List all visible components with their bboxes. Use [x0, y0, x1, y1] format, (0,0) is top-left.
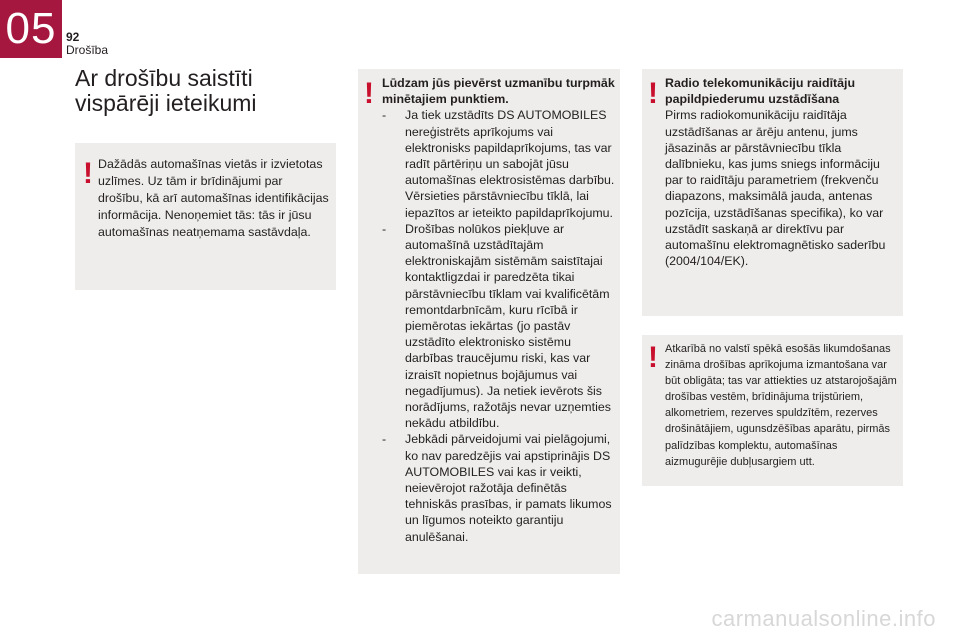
radio-heading: Radio telekomunikāciju raidītāju papildpiederumu uzstādīšana [665, 76, 856, 107]
attention-list [382, 107, 617, 544]
chapter-badge: 05 [0, 0, 62, 58]
list-item [382, 221, 617, 432]
page-title-line-1: Ar drošību saistīti [75, 65, 253, 91]
info-box-attention [358, 69, 620, 574]
warning-icon: ! [648, 77, 658, 110]
list-item-text: Jebkādi pārveidojumi vai pielāgojumi, ko nav paredzējis vai apstiprinājis DS AUTOMOBILES vai kas ir veikti, neievērojot ražotāja definētās tehniskās prasības, ir pamats likumos un līgumos noteikto garantiju anulēšanai. [405, 432, 612, 544]
warning-icon: ! [364, 77, 374, 110]
attention-heading: Lūdzam jūs pievērst uzmanību turpmāk minētajiem punktiem. [382, 76, 615, 107]
legislation-text: Atkarībā no valstī spēkā esošās likumdošanas zināma drošības aprīkojuma izmantošana var būt obligāta; tas var attiekties uz atstarojošajām drošības vestēm, brīdinājuma trijstūriem, alkometriem, rezerves spuldzītēm, rezerves drošinātājiem, ugunsdzēšības aparātu, pirmās palīdzības komplektu, automašīnas aizmugurējie dubļusargiem utt. [665, 343, 897, 468]
page-title [75, 66, 335, 116]
list-item-text: Drošības nolūkos piekļuve ar automašīnā uzstādītajām elektroniskajām sistēmām saistītajai kontaktligzdai ir paredzēta tikai pārstāvniecību tīklam vai kvalificētām remontdarbnīcām, kuru rīcībā ir piemērotas iekārtas (jo pastāv uzstādīto elektronisko sistēmu darbības traucējumu riski, kas var izraisīt nopietnus bojājumus vai negadījumus). Ja netiek ievērots šis norādījums, ražotājs nevar uzņemties nekādu atbildību. [405, 221, 611, 431]
list-item [382, 107, 617, 220]
warning-icon: ! [648, 341, 658, 374]
list-dash: - [382, 108, 387, 123]
info-box-labels [75, 143, 336, 290]
list-item [382, 431, 617, 544]
section-name: Drošība [66, 43, 109, 57]
info-box-legislation [642, 335, 903, 486]
page-title-line-2: vispārēji ieteikumi [75, 90, 257, 116]
radio-text: Pirms radiokomunikāciju raidītāja uzstādīšanas ar ārēju antenu, jums jāsazinās ar pārstāvniecību tīkla dalībnieku, kas jums sniegs informāciju par to raidītāju parametriem (frekvenču diapazons, maksimālā jauda, antenas pozīcija, uzstādīšanas specifika), ko var uzstādīt saskaņā ar direktīvu par automašīnu elektromagnētisko saderību (2004/104/EK). [665, 108, 886, 269]
watermark: carmanualsonline.info [711, 606, 936, 631]
list-dash: - [382, 221, 387, 236]
warning-icon: ! [83, 157, 93, 190]
list-item-text: Ja tiek uzstādīts DS AUTOMOBILES nereģistrēts aprīkojums vai elektronisks papildaprīkojums, tas var radīt pārtēriņu un sabojāt jūsu automašīnas elektrosistēmas darbību. Vērsieties pārstāvniecību tīklā, lai iepazītos ar ieteikto papildaprīkojumu. [405, 108, 615, 220]
labels-text: Dažādās automašīnas vietās ir izvietotas uzlīmes. Uz tām ir brīdinājumi par drošību, kā arī automašīnas identifikācijas informācija. Nenoņemiet tās: tās ir jūsu automašīnas neatņemama sastāvdaļa. [98, 157, 329, 239]
page-number: 92 [66, 30, 80, 44]
list-dash: - [382, 432, 387, 447]
info-box-radio [642, 69, 903, 316]
